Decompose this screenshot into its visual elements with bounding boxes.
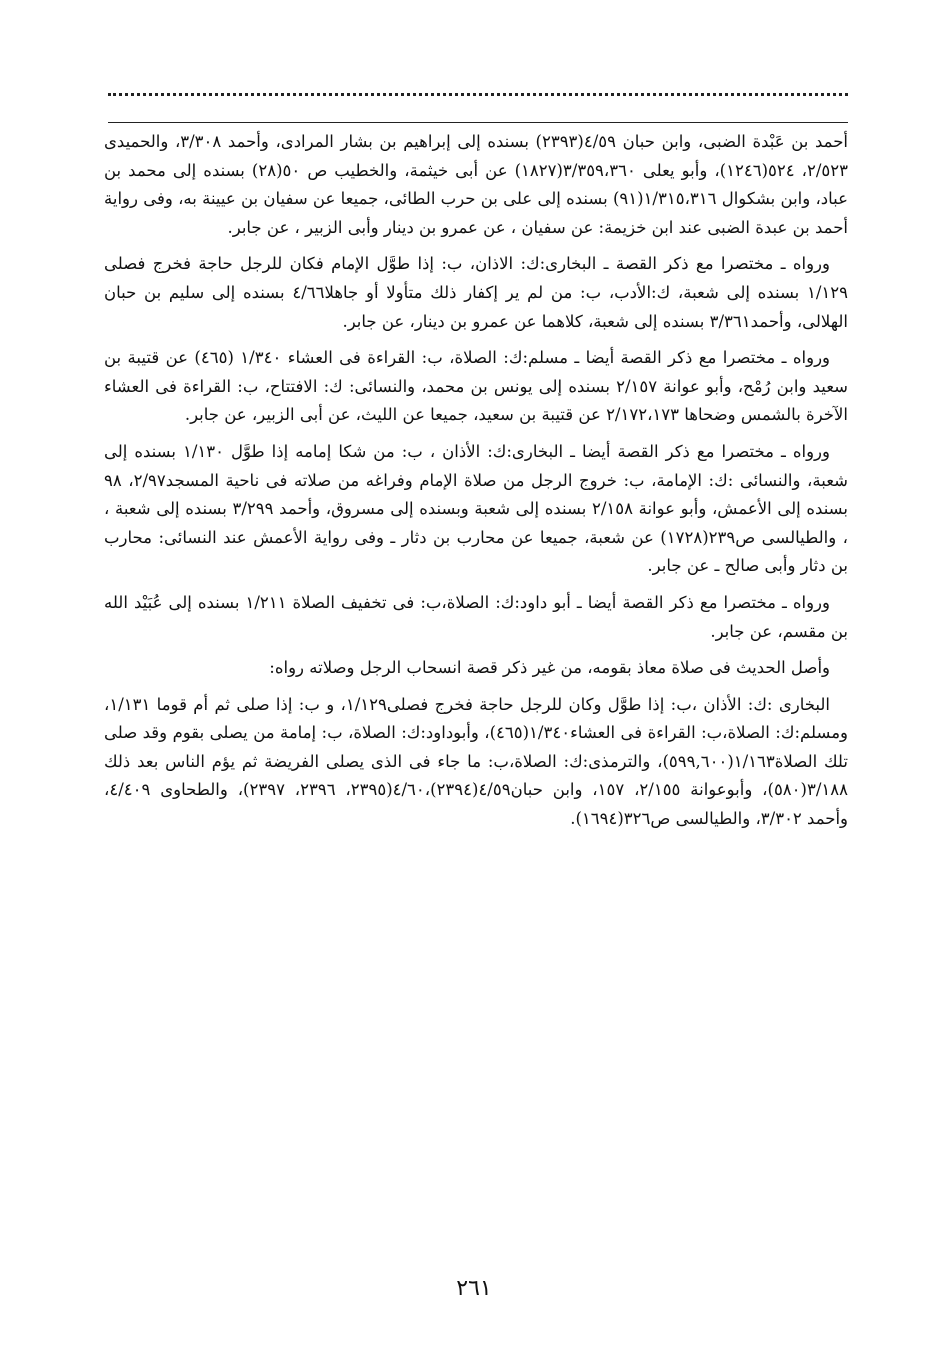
paragraph-4: ورواه ـ مختصرا مع ذكر القصة أيضا ـ البخارى:ك: الأذان ، ب: من شكا إمامه إذا طوَّل ١/١٣٠ بسنده إلى شعبة، والنسائى :ك: الإمامة، ب: خروج الرجل من صلاة الإمام وفراغه من صلاته فى ناحية المسجد٢/٩٧، ٩٨ بسنده إلى الأعمش، وأبو عوانة ٢/١٥٨ بسنده إلى شعبة وبسنده إلى مسروق، وأحمد ٣/٢٩٩ بسنده إلى شعبة ، ، والطيالسى ص٢٣٩(١٧٢٨) عن شعبة، جميعا عن محارب بن دثار ـ وفى رواية الأعمش عند النسائى: محارب بن دثار وأبى صالح ـ عن جابر. — [104, 441, 848, 576]
paragraph-5: ورواه ـ مختصرا مع ذكر القصة أيضا ـ أبو داود:ك: الصلاة،ب: فى تخفيف الصلاة ١/٢١١ بسنده إلى عُبَيْد الله بن مقسم، عن جابر. — [104, 592, 848, 641]
page-number: ٢٦١ — [456, 1276, 492, 1301]
paragraph-6: وأصل الحديث فى صلاة معاذ بقومه، من غير ذكر قصة انسحاب الرجل وصلاته رواه: — [269, 658, 830, 678]
paragraph-7: البخارى :ك: الأذان ،ب: إذا طوَّل وكان للرجل حاجة فخرج فصلى١/١٢٩، و ب: إذا صلى ثم أم قوما ١/١٣١، ومسلم:ك: الصلاة،ب: القراءة فى العشاء١/٣٤٠(٤٦٥)، وأبوداود:ك: الصلاة، ب: إمامة من يصلى بقوم وقد صلى تلك الصلاة١/١٦٣(٥٩٩,٦٠٠)، والترمذى:ك: الصلاة،ب: ما جاء فى الذى يصلى الفريضة ثم يؤم الناس بعد ذلك ٣/١٨٨(٥٨٠)، وأبوعوانة ٢/١٥٥، ١٥٧، وابن حبان٤/٥٩(٢٣٩٤)،٤/٦٠(٢٣٩٥، ٢٣٩٦، ٢٣٩٧)، والطحاوى ٤/٤٠٩، وأحمد ٣/٣٠٢، والطيالسى ص٣٢٦(١٦٩٤). — [104, 694, 848, 829]
paragraph-3: ورواه ـ مختصرا مع ذكر القصة أيضا ـ مسلم:ك: الصلاة، ب: القراءة فى العشاء ١/٣٤٠ (٤٦٥) عن قتيبة بن سعيد وابن رُمْح، وأبو عوانة ٢/١٥٧ بسنده إلى يونس بن محمد، والنسائى: ك: الافتتاح، ب: القراءة فى العشاء الآخرة بالشمس وضحاها ٢/١٧٢،١٧٣ عن قتيبة بن سعيد، جميعا عن الليث، عن أبى الزبير، عن جابر. — [104, 348, 848, 425]
paragraph-1: أحمد بن عَبْدة الضبى، وابن حبان ٤/٥٩(٢٣٩٣) بسنده إلى إبراهيم بن بشار المرادى، وأحمد ٣/٣٠٨، والحميدى ٢/٥٢٣، ٥٢٤(١٢٤٦)، وأبو يعلى ٣/٣٥٩،٣٦٠(١٨٢٧) عن أبى خيثمة، والخطيب ص ٥٠(٢٨) بسنده إلى محمد بن عباد، وابن بشكوال ١/٣١٥،٣١٦(٩١) بسنده إلى على بن حرب الطائى، جميعا عن سفيان بن عيينة به، وفى رواية أحمد بن عبدة الضبى عند ابن خزيمة: عن سفيان ، عن عمرو بن دينار وأبى الزبير ، عن جابر. — [104, 132, 848, 237]
paragraph-2: ورواه ـ مختصرا مع ذكر القصة ـ البخارى:ك: الاذان، ب: إذا طوَّل الإمام فكان للرجل حاجة فخرج فصلى ١/١٢٩ بسنده إلى شعبة، ك:الأدب، ب: من لم ير إكفار ذلك متأولا أو جاهلا٤/٦٦ بسنده إلى سليم بن حبان الهلالى، وأحمد٣/٣٦١ بسنده إلى شعبة، كلاهما عن عمرو بن دينار، عن جابر. — [104, 254, 848, 331]
dotted-separator — [108, 93, 848, 96]
footnote-text — [104, 128, 848, 842]
header-rule — [108, 122, 848, 123]
